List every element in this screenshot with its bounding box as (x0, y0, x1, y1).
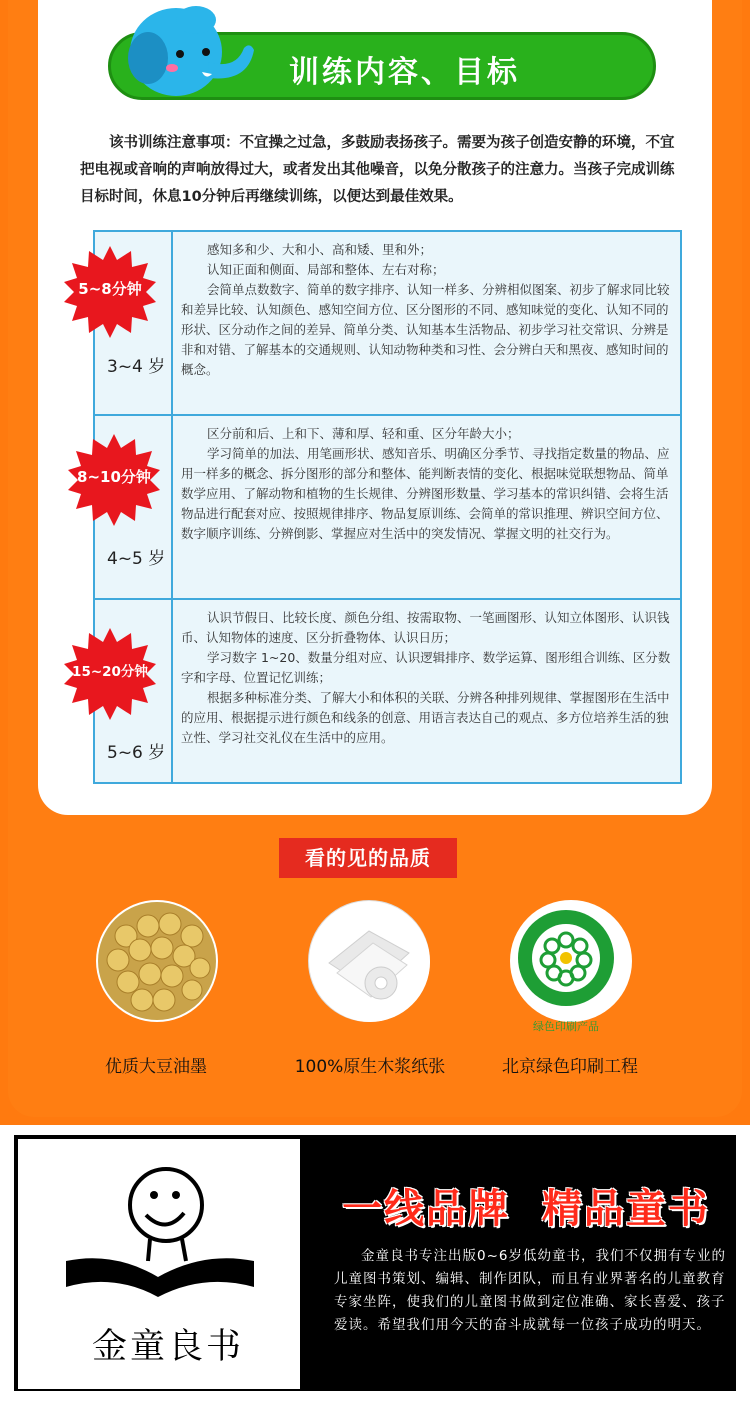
duration-label: 15~20分钟 (72, 664, 148, 680)
table-row (95, 416, 680, 600)
brand-banner (14, 1135, 736, 1391)
brand-slogan: 一线品牌 精品童书 (342, 1186, 710, 1232)
duration-badge (68, 434, 160, 526)
content-line: 会简单点数数字、简单的数字排序、认知一样多、分辨相似图案、初步了解求同比较和差异比较、认知颜色、感知空间方位、区分图形的不同、感知味觉的变化、认知不同的形状、区分动作之间的差异、简单分类、认知基本生活物品、初步学习社交常识、分辨是非和对错、了解基本的交通规则、认知动物种类和习性、会分辨白天和黑夜、感知时间的概念。 (181, 282, 670, 377)
paper-icon (308, 900, 430, 1022)
quality-item (470, 900, 670, 1090)
green-badge-caption: 绿色印刷产品 (533, 1020, 599, 1033)
brand-logo (18, 1139, 300, 1389)
duration-label: 5~8分钟 (78, 280, 142, 298)
duration-label: 8~10分钟 (77, 468, 151, 486)
content-line: 认知正面和侧面、局部和整体、左右对称； (207, 262, 445, 277)
content-line: 认识节假日、比较长度、颜色分组、按需取物、一笔画图形、认知立体图形、认识钱币、认知物体的速度、区分折叠物体、认识日历； (181, 610, 670, 645)
age-label: 3~4 岁 (107, 357, 166, 377)
brand-description: 金童良书专注出版0~6岁低幼童书，我们不仅拥有专业的儿童图书策划、编辑、制作团队，而且有业界著名的儿童教育专家坐阵，使我们的儿童图书做到定位准确、家长喜爱、孩子爱读。希望我们用今天的奋斗成就每一位孩子成功的明天。 (334, 1248, 726, 1333)
content-line: 学习简单的加法、用笔画形状、感知音乐、明确区分季节、寻找指定数量的物品、应用一样多的概念、拆分图形的部分和整体、能判断表情的变化、根据味觉联想物品、简单数学应用、了解动物和植物的生长规律、分辨图形数量、学习基本的常识纠错、会将生活物品进行配套对应、按照规律排序、物品复原训练、会简单的常识推理、辨识空间方位、数字顺序训练、分辨倒影、掌握应对生活中的突发情况、掌握文明的社交行为。 (181, 446, 670, 541)
brand-name: 金童良书 (91, 1327, 244, 1367)
content-line: 学习数字 1~20、数量分组对应、认识逻辑排序、数学运算、图形组合训练、区分数字和字母、位置记忆训练； (181, 650, 671, 685)
content-line: 感知多和少、大和小、高和矮、里和外； (207, 242, 433, 257)
content-line: 根据多种标准分类、了解大小和体积的关联、分辨各种排列规律、掌握图形在生活中的应用、根据提示进行颜色和线条的创意、用语言表达自己的观点、多方位培养生活的独立性、学习社交礼仪在生活中的应用。 (181, 690, 670, 745)
elephant-icon (108, 0, 258, 100)
training-notice: 该书训练注意事项：不宜操之过急，多鼓励表扬孩子。需要为孩子创造安静的环境，不宜把电视或音响的声响放得过大，或者发出其他噪音，以免分散孩子的注意力。当孩子完成训练目标时间，休息10分钟后再继续训练，以便达到最佳效果。 (80, 135, 675, 205)
quality-title: 看的见的品质 (279, 838, 457, 878)
quality-item (270, 900, 470, 1090)
training-table (93, 230, 682, 784)
content-line: 区分前和后、上和下、薄和厚、轻和重、区分年龄大小； (207, 426, 520, 441)
training-content (181, 608, 673, 748)
training-content (181, 240, 673, 380)
quality-label: 100%原生木浆纸张 (294, 1057, 446, 1077)
age-label: 4~5 岁 (107, 549, 166, 569)
green-label-icon (510, 900, 632, 1022)
table-row (95, 600, 680, 784)
table-row (95, 232, 680, 416)
duration-badge (64, 628, 156, 720)
age-label: 5~6 岁 (107, 743, 166, 763)
section-title: 训练内容、目标 (289, 55, 520, 90)
quality-item (56, 900, 256, 1090)
quality-label: 优质大豆油墨 (105, 1057, 207, 1077)
soybean-icon (96, 900, 218, 1022)
quality-label: 北京绿色印刷工程 (502, 1057, 638, 1077)
training-content (181, 424, 673, 544)
duration-badge (64, 246, 156, 338)
